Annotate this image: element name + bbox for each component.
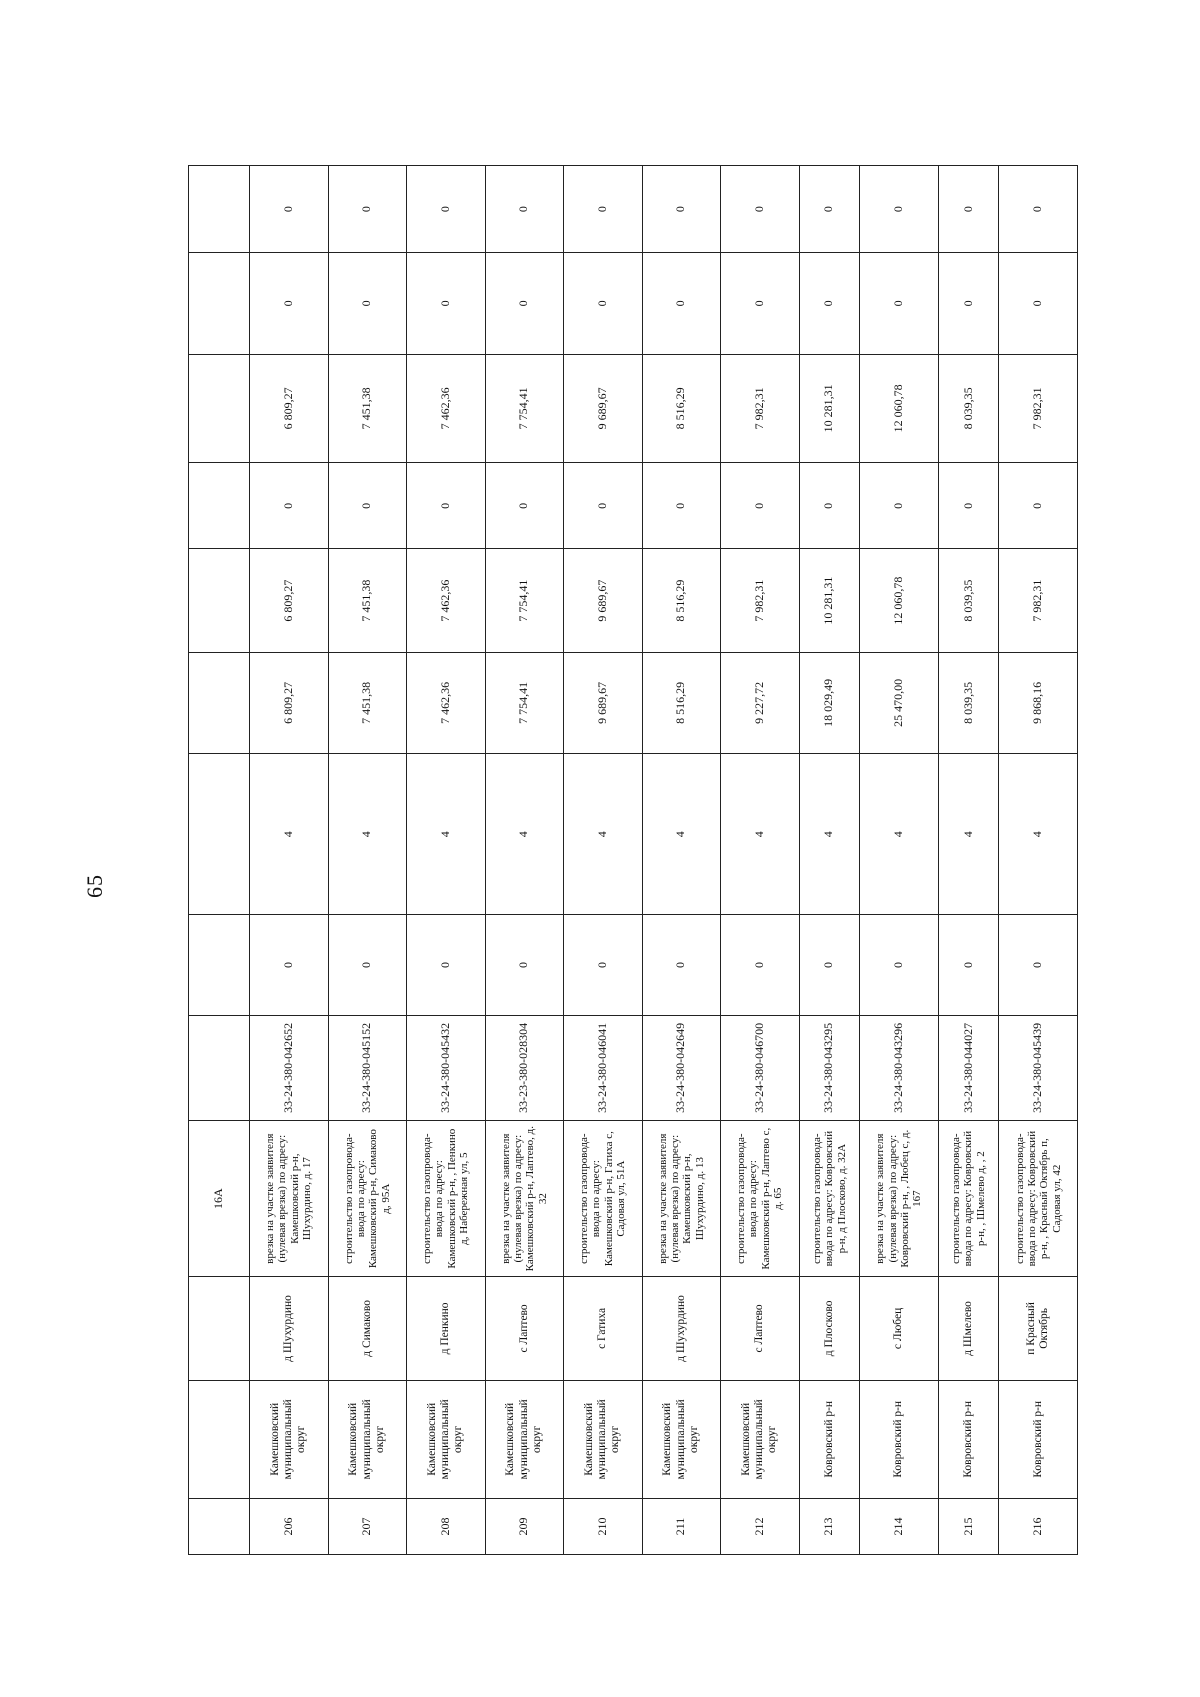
- table-row: [328, 166, 407, 1555]
- table-row: [564, 166, 643, 1555]
- work-description: врезка на участке заявителя (нулевая врезка) по адресу: Ковровский р-н, , Любец с, д. 167: [860, 1121, 939, 1277]
- row-number: 212: [721, 1499, 800, 1555]
- data-table-rotated: [188, 165, 1078, 1555]
- district-cell: Камешковский муниципальный округ: [328, 1380, 407, 1498]
- page-number: 65: [82, 874, 107, 898]
- value-cell: 4: [642, 753, 721, 915]
- amount-cell: 7 451,38: [328, 652, 407, 753]
- district-cell: Камешковский муниципальный округ: [250, 1380, 329, 1498]
- row-number: 206: [250, 1499, 329, 1555]
- value-cell: 0: [860, 915, 939, 1015]
- application-code: 33-24-380-042652: [250, 1015, 329, 1121]
- district-cell: Ковровский р-н: [799, 1380, 860, 1498]
- value-cell: 0: [999, 166, 1078, 253]
- row-number: 216: [999, 1499, 1078, 1555]
- value-cell: 0: [799, 463, 860, 549]
- district-cell: Камешковский муниципальный округ: [407, 1380, 486, 1498]
- application-code: 33-24-380-043295: [799, 1015, 860, 1121]
- value-cell: 4: [999, 753, 1078, 915]
- value-cell: 0: [642, 166, 721, 253]
- application-code: 33-24-380-045432: [407, 1015, 486, 1121]
- amount-cell: 8 516,29: [642, 652, 721, 753]
- application-code: 33-24-380-043296: [860, 1015, 939, 1121]
- place-cell: д Шмелево: [938, 1277, 999, 1380]
- header-cell: [189, 1499, 250, 1555]
- value-cell: 4: [250, 753, 329, 915]
- value-cell: 0: [485, 915, 564, 1015]
- work-description: врезка на участке заявителя (нулевая врезка) по адресу: Камешковский р-н, Шухурдино, д. 17: [250, 1121, 329, 1277]
- application-code: 33-23-380-028304: [485, 1015, 564, 1121]
- data-table: [188, 165, 1078, 1555]
- amount-cell: 10 281,31: [799, 549, 860, 652]
- amount-cell: 8 516,29: [642, 549, 721, 652]
- value-cell: 4: [485, 753, 564, 915]
- header-cell: [189, 166, 250, 253]
- place-cell: с Гатиха: [564, 1277, 643, 1380]
- table-row: [407, 166, 486, 1555]
- value-cell: 0: [721, 915, 800, 1015]
- value-cell: 0: [860, 166, 939, 253]
- amount-cell: 7 754,41: [485, 652, 564, 753]
- district-cell: Ковровский р-н: [938, 1380, 999, 1498]
- amount-cell: 25 470,00: [860, 652, 939, 753]
- amount-cell: 8 039,35: [938, 354, 999, 463]
- place-cell: д Шухурдино: [250, 1277, 329, 1380]
- work-description: врезка на участке заявителя (нулевая врезка) по адресу: Камешковский р-н, Лаптево, д. 32: [485, 1121, 564, 1277]
- value-cell: 4: [799, 753, 860, 915]
- value-cell: 0: [999, 915, 1078, 1015]
- work-description: строительство газопровода-ввода по адресу: Ковровский р-н, д Плосково, д. 32А: [799, 1121, 860, 1277]
- value-cell: 0: [799, 166, 860, 253]
- amount-cell: 6 809,27: [250, 652, 329, 753]
- work-description: строительство газопровода-ввода по адресу: Камешковский р-н, Гатиха с, Садовая ул, 51А: [564, 1121, 643, 1277]
- value-cell: 0: [250, 463, 329, 549]
- value-cell: 0: [250, 166, 329, 253]
- row-number: 207: [328, 1499, 407, 1555]
- table-row: [721, 166, 800, 1555]
- application-code: 33-24-380-045152: [328, 1015, 407, 1121]
- header-cell: [189, 915, 250, 1015]
- value-cell: 0: [938, 463, 999, 549]
- amount-cell: 7 451,38: [328, 549, 407, 652]
- amount-cell: 8 039,35: [938, 549, 999, 652]
- header-cell: [189, 652, 250, 753]
- value-cell: 4: [938, 753, 999, 915]
- header-cell: [189, 753, 250, 915]
- amount-cell: 8 039,35: [938, 652, 999, 753]
- value-cell: 0: [938, 915, 999, 1015]
- work-description: строительство газопровода-ввода по адресу: Камешковский р-н, , Пенкино д, Набережная ул, 5: [407, 1121, 486, 1277]
- amount-cell: 8 516,29: [642, 354, 721, 463]
- value-cell: 0: [485, 463, 564, 549]
- district-cell: Ковровский р-н: [860, 1380, 939, 1498]
- value-cell: 4: [564, 753, 643, 915]
- header-cell: [189, 354, 250, 463]
- header-label: 16А: [189, 1121, 250, 1277]
- amount-cell: 7 982,31: [999, 549, 1078, 652]
- place-cell: с Лаптево: [721, 1277, 800, 1380]
- value-cell: 0: [564, 463, 643, 549]
- value-cell: 0: [328, 915, 407, 1015]
- value-cell: 0: [938, 253, 999, 354]
- amount-cell: 12 060,78: [860, 549, 939, 652]
- value-cell: 4: [721, 753, 800, 915]
- value-cell: 0: [328, 463, 407, 549]
- value-cell: 0: [250, 253, 329, 354]
- value-cell: 0: [999, 253, 1078, 354]
- table-row: [642, 166, 721, 1555]
- amount-cell: 12 060,78: [860, 354, 939, 463]
- value-cell: 0: [250, 915, 329, 1015]
- row-number: 208: [407, 1499, 486, 1555]
- amount-cell: 7 462,36: [407, 549, 486, 652]
- header-cell: [189, 549, 250, 652]
- amount-cell: 9 689,67: [564, 652, 643, 753]
- place-cell: д Симаково: [328, 1277, 407, 1380]
- value-cell: 4: [860, 753, 939, 915]
- value-cell: 0: [642, 253, 721, 354]
- place-cell: с Любец: [860, 1277, 939, 1380]
- amount-cell: 9 689,67: [564, 549, 643, 652]
- row-number: 213: [799, 1499, 860, 1555]
- row-number: 214: [860, 1499, 939, 1555]
- application-code: 33-24-380-046041: [564, 1015, 643, 1121]
- header-cell: [189, 1380, 250, 1498]
- application-code: 33-24-380-044027: [938, 1015, 999, 1121]
- value-cell: 0: [721, 253, 800, 354]
- value-cell: 0: [642, 463, 721, 549]
- value-cell: 0: [564, 166, 643, 253]
- value-cell: 0: [860, 253, 939, 354]
- header-row: [189, 166, 250, 1555]
- district-cell: Камешковский муниципальный округ: [642, 1380, 721, 1498]
- value-cell: 0: [407, 463, 486, 549]
- amount-cell: 7 982,31: [999, 354, 1078, 463]
- work-description: строительство газопровода-ввода по адресу: Камешковский р-н, Симаково д, 95А: [328, 1121, 407, 1277]
- application-code: 33-24-380-042649: [642, 1015, 721, 1121]
- header-cell: [189, 463, 250, 549]
- table-row: [938, 166, 999, 1555]
- amount-cell: 9 689,67: [564, 354, 643, 463]
- value-cell: 0: [564, 915, 643, 1015]
- value-cell: 0: [564, 253, 643, 354]
- header-cell: [189, 1277, 250, 1380]
- place-cell: д Пенкино: [407, 1277, 486, 1380]
- work-description: врезка на участке заявителя (нулевая врезка) по адресу: Камешковский р-н, Шухурдино, д. 13: [642, 1121, 721, 1277]
- application-code: 33-24-380-045439: [999, 1015, 1078, 1121]
- value-cell: 0: [328, 166, 407, 253]
- table-row: [250, 166, 329, 1555]
- value-cell: 4: [328, 753, 407, 915]
- amount-cell: 18 029,49: [799, 652, 860, 753]
- place-cell: д Шухурдино: [642, 1277, 721, 1380]
- table-row: [485, 166, 564, 1555]
- value-cell: 0: [721, 166, 800, 253]
- application-code: 33-24-380-046700: [721, 1015, 800, 1121]
- row-number: 215: [938, 1499, 999, 1555]
- row-number: 211: [642, 1499, 721, 1555]
- table-row: [999, 166, 1078, 1555]
- value-cell: 0: [642, 915, 721, 1015]
- district-cell: Камешковский муниципальный округ: [485, 1380, 564, 1498]
- table-row: [860, 166, 939, 1555]
- place-cell: с Лаптево: [485, 1277, 564, 1380]
- amount-cell: 7 982,31: [721, 354, 800, 463]
- value-cell: 4: [407, 753, 486, 915]
- header-cell: [189, 253, 250, 354]
- value-cell: 0: [407, 253, 486, 354]
- value-cell: 0: [999, 463, 1078, 549]
- value-cell: 0: [799, 915, 860, 1015]
- row-number: 210: [564, 1499, 643, 1555]
- amount-cell: 7 462,36: [407, 652, 486, 753]
- district-cell: Камешковский муниципальный округ: [721, 1380, 800, 1498]
- value-cell: 0: [328, 253, 407, 354]
- value-cell: 0: [938, 166, 999, 253]
- value-cell: 0: [860, 463, 939, 549]
- row-number: 209: [485, 1499, 564, 1555]
- value-cell: 0: [485, 253, 564, 354]
- amount-cell: 10 281,31: [799, 354, 860, 463]
- amount-cell: 7 462,36: [407, 354, 486, 463]
- amount-cell: 6 809,27: [250, 354, 329, 463]
- amount-cell: 6 809,27: [250, 549, 329, 652]
- amount-cell: 9 868,16: [999, 652, 1078, 753]
- value-cell: 0: [799, 253, 860, 354]
- work-description: строительство газопровода-ввода по адресу: Ковровский р-н, , Красный Октябрь п, Садовая ул, 42: [999, 1121, 1078, 1277]
- value-cell: 0: [485, 166, 564, 253]
- place-cell: д Плосково: [799, 1277, 860, 1380]
- amount-cell: 7 982,31: [721, 549, 800, 652]
- district-cell: Камешковский муниципальный округ: [564, 1380, 643, 1498]
- value-cell: 0: [721, 463, 800, 549]
- value-cell: 0: [407, 915, 486, 1015]
- work-description: строительство газопровода-ввода по адресу: Ковровский р-н, , Шмелево д, , 2: [938, 1121, 999, 1277]
- district-cell: Ковровский р-н: [999, 1380, 1078, 1498]
- amount-cell: 7 451,38: [328, 354, 407, 463]
- place-cell: п Красный Октябрь: [999, 1277, 1078, 1380]
- amount-cell: 7 754,41: [485, 549, 564, 652]
- amount-cell: 9 227,72: [721, 652, 800, 753]
- value-cell: 0: [407, 166, 486, 253]
- table-row: [799, 166, 860, 1555]
- header-cell: [189, 1015, 250, 1121]
- amount-cell: 7 754,41: [485, 354, 564, 463]
- work-description: строительство газопровода-ввода по адресу: Камешковский р-н, Лаптево с, д. 65: [721, 1121, 800, 1277]
